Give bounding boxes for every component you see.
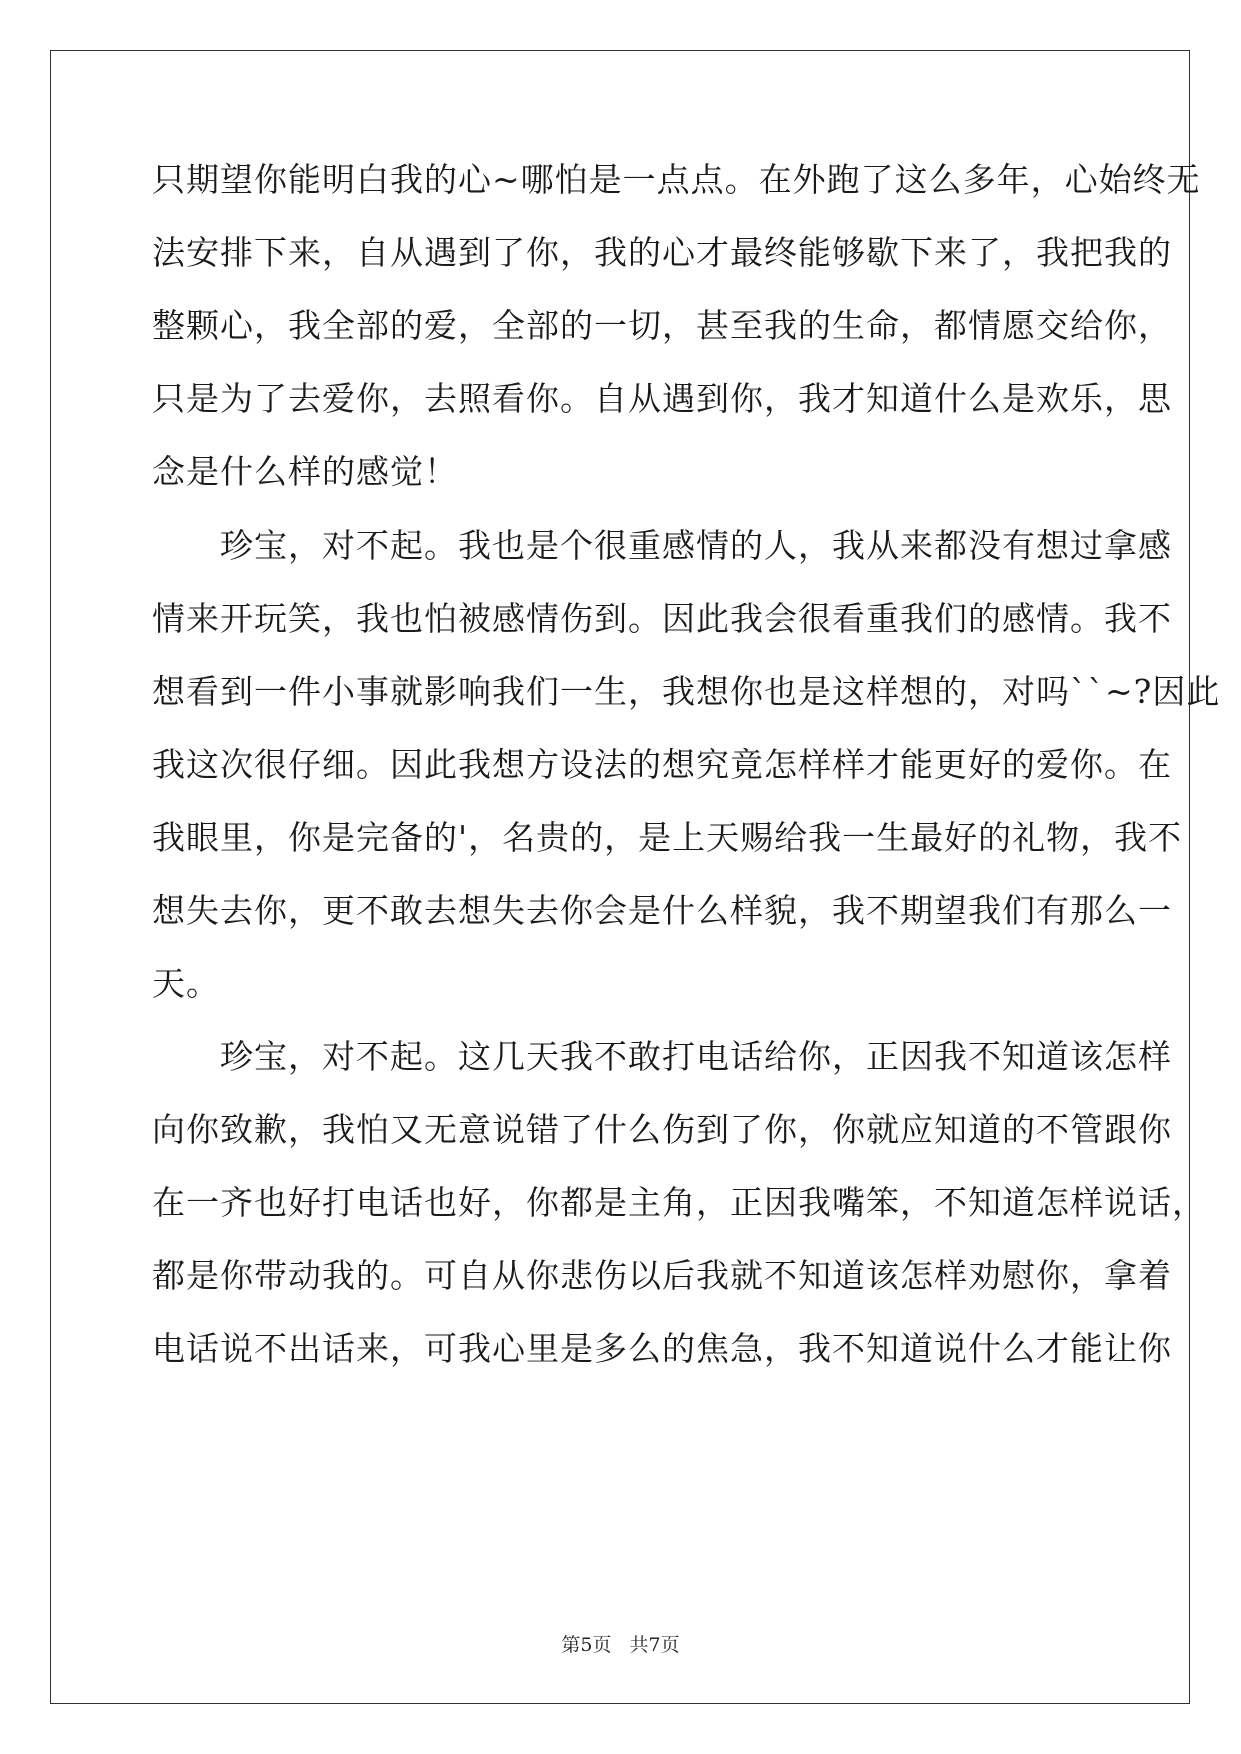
current-page-number: 第5页 [561, 1634, 612, 1656]
paragraph-start-line: 珍宝，对不起。我也是个很重感情的人，我从来都没有想过拿感 [152, 526, 1172, 565]
page-border [50, 50, 1190, 1704]
text-line: 念是什么样的感觉！ [152, 452, 458, 491]
page-footer [0, 1630, 1241, 1657]
text-line: 在一齐也好打电话也好，你都是主角，正因我嘴笨，不知道怎样说话， [152, 1183, 1206, 1222]
text-line: 我这次很仔细。因此我想方设法的想究竟怎样样才能更好的爱你。在 [152, 745, 1172, 784]
text-line: 天。 [152, 964, 220, 1003]
text-line: 整颗心，我全部的爱，全部的一切，甚至我的生命，都情愿交给你， [152, 306, 1172, 345]
text-line: 想看到一件小事就影响我们一生，我想你也是这样想的，对吗``~?因此 [152, 672, 1221, 711]
text-line: 只期望你能明白我的心~哪怕是一点点。在外跑了这么多年，心始终无 [152, 160, 1201, 199]
text-line: 向你致歉，我怕又无意说错了什么伤到了你，你就应知道的不管跟你 [152, 1110, 1172, 1149]
text-line: 只是为了去爱你，去照看你。自从遇到你，我才知道什么是欢乐，思 [152, 379, 1172, 418]
text-line: 法安排下来，自从遇到了你，我的心才最终能够歇下来了，我把我的 [152, 233, 1172, 272]
paragraph-start-line: 珍宝，对不起。这几天我不敢打电话给你，正因我不知道该怎样 [152, 1037, 1172, 1076]
total-pages: 共7页 [629, 1634, 680, 1656]
text-line: 情来开玩笑，我也怕被感情伤到。因此我会很看重我们的感情。我不 [152, 599, 1172, 638]
text-line: 我眼里，你是完备的'，名贵的，是上天赐给我一生最好的礼物，我不 [152, 818, 1183, 857]
text-line: 电话说不出话来，可我心里是多么的焦急，我不知道说什么才能让你 [152, 1329, 1172, 1368]
text-line: 想失去你，更不敢去想失去你会是什么样貌，我不期望我们有那么一 [152, 891, 1172, 930]
text-line: 都是你带动我的。可自从你悲伤以后我就不知道该怎样劝慰你，拿着 [152, 1256, 1172, 1295]
